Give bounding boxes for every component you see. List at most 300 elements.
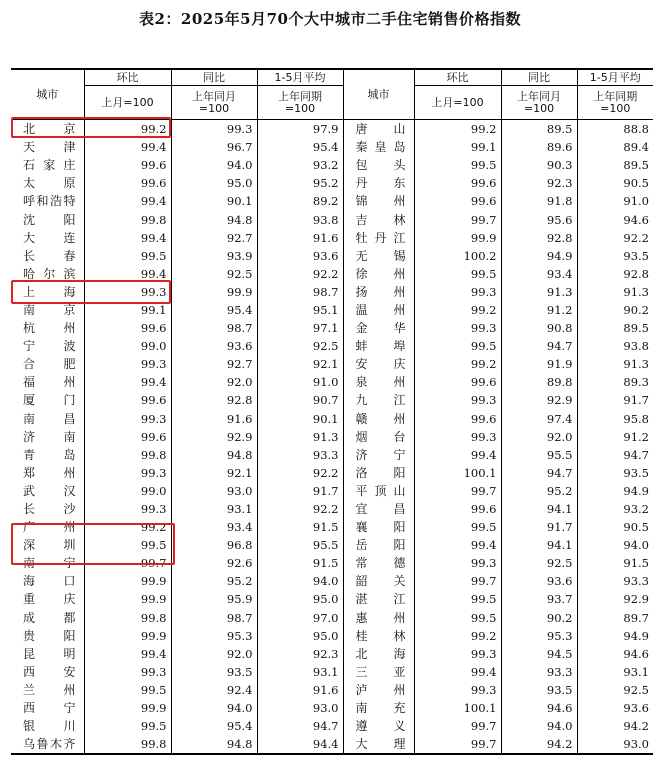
mom-value-right: 99.3 xyxy=(414,391,501,409)
table-row xyxy=(11,373,653,391)
yoy-value-right: 90.3 xyxy=(501,156,577,174)
avg-value-left: 92.2 xyxy=(257,500,343,518)
table-row xyxy=(11,174,653,192)
mom-base-right: 上月=100 xyxy=(414,86,501,120)
city-name-left: 天津 xyxy=(23,140,76,155)
yoy-value-left: 92.4 xyxy=(171,681,257,699)
price-index-table xyxy=(11,68,653,755)
avg-value-right: 91.3 xyxy=(577,355,653,373)
city-name-left: 沈阳 xyxy=(23,212,76,227)
mom-value-right: 99.6 xyxy=(414,410,501,428)
avg-value-left: 95.5 xyxy=(257,536,343,554)
yoy-value-right: 89.8 xyxy=(501,373,577,391)
mom-value-right: 99.2 xyxy=(414,627,501,645)
avg-value-right: 94.7 xyxy=(577,446,653,464)
avg-value-right: 94.6 xyxy=(577,210,653,228)
yoy-value-right: 94.7 xyxy=(501,337,577,355)
avg-value-right: 91.7 xyxy=(577,391,653,409)
city-name-left: 长沙 xyxy=(23,502,76,517)
mom-value-left: 99.0 xyxy=(84,337,171,355)
yoy-value-left: 91.6 xyxy=(171,410,257,428)
mom-value-right: 99.2 xyxy=(414,355,501,373)
city-name-left: 南宁 xyxy=(23,556,76,571)
yoy-value-right: 95.3 xyxy=(501,627,577,645)
city-name-right: 九江 xyxy=(343,391,414,409)
mom-base-left: 上月=100 xyxy=(84,86,171,120)
mom-value-right: 99.7 xyxy=(414,572,501,590)
avg-value-left: 98.7 xyxy=(257,283,343,301)
yoy-value-right: 89.5 xyxy=(501,120,577,139)
mom-value-right: 99.4 xyxy=(414,446,501,464)
city-name-right: 桂林 xyxy=(343,627,414,645)
mom-value-left: 99.9 xyxy=(84,590,171,608)
city-name-right: 烟台 xyxy=(343,428,414,446)
city-header-right: 城市 xyxy=(343,69,414,120)
table-row xyxy=(11,247,653,265)
avg-value-left: 92.5 xyxy=(257,337,343,355)
city-name-right: 岳阳 xyxy=(343,536,414,554)
avg-value-right: 91.0 xyxy=(577,192,653,210)
city-name-right: 扬州 xyxy=(343,283,414,301)
table-row xyxy=(11,337,653,355)
city-name-left: 广州 xyxy=(23,520,76,535)
city-name-left: 重庆 xyxy=(23,592,76,607)
mom-value-left: 99.3 xyxy=(84,500,171,518)
city-name-left: 大连 xyxy=(23,230,76,245)
avg-value-right: 88.8 xyxy=(577,120,653,139)
yoy-value-right: 93.3 xyxy=(501,663,577,681)
avg-value-left: 97.1 xyxy=(257,319,343,337)
city-name-right: 吉林 xyxy=(343,210,414,228)
mom-value-left: 99.9 xyxy=(84,627,171,645)
city-name-right: 徐州 xyxy=(343,265,414,283)
city-name-left: 郑州 xyxy=(23,465,76,480)
mom-value-left: 99.6 xyxy=(84,319,171,337)
avg-value-right: 92.2 xyxy=(577,229,653,247)
avg-value-right: 92.8 xyxy=(577,265,653,283)
mom-value-left: 99.4 xyxy=(84,645,171,663)
yoy-value-right: 93.7 xyxy=(501,590,577,608)
table-row xyxy=(11,627,653,645)
table-row xyxy=(11,717,653,735)
mom-value-right: 99.6 xyxy=(414,192,501,210)
mom-value-right: 99.3 xyxy=(414,645,501,663)
table-row xyxy=(11,391,653,409)
yoy-value-left: 94.8 xyxy=(171,210,257,228)
mom-value-right: 99.7 xyxy=(414,482,501,500)
table-row xyxy=(11,590,653,608)
mom-value-right: 99.6 xyxy=(414,373,501,391)
table-row xyxy=(11,446,653,464)
city-name-left: 贵阳 xyxy=(23,628,76,643)
mom-value-right: 100.1 xyxy=(414,464,501,482)
yoy-value-right: 92.5 xyxy=(501,554,577,572)
avg-value-left: 95.0 xyxy=(257,590,343,608)
yoy-value-right: 92.9 xyxy=(501,391,577,409)
mom-header-left: 环比 xyxy=(84,69,171,86)
mom-value-right: 99.7 xyxy=(414,735,501,754)
yoy-value-left: 92.8 xyxy=(171,391,257,409)
mom-value-left: 99.3 xyxy=(84,663,171,681)
mom-value-left: 99.6 xyxy=(84,428,171,446)
yoy-value-right: 95.5 xyxy=(501,446,577,464)
mom-value-right: 99.5 xyxy=(414,518,501,536)
avg-value-left: 93.2 xyxy=(257,156,343,174)
mom-value-right: 99.9 xyxy=(414,229,501,247)
yoy-value-left: 98.7 xyxy=(171,319,257,337)
yoy-value-right: 95.2 xyxy=(501,482,577,500)
city-name-left: 南京 xyxy=(23,302,76,317)
city-name-right: 泉州 xyxy=(343,373,414,391)
mom-value-left: 99.6 xyxy=(84,156,171,174)
city-name-left: 福州 xyxy=(23,375,76,390)
mom-value-right: 99.3 xyxy=(414,428,501,446)
avg-value-right: 89.4 xyxy=(577,138,653,156)
yoy-value-right: 94.1 xyxy=(501,536,577,554)
city-name-right: 泸州 xyxy=(343,681,414,699)
avg-value-right: 93.2 xyxy=(577,500,653,518)
yoy-value-right: 91.2 xyxy=(501,301,577,319)
city-name-right: 洛阳 xyxy=(343,464,414,482)
yoy-value-left: 95.4 xyxy=(171,301,257,319)
yoy-value-right: 91.8 xyxy=(501,192,577,210)
mom-value-right: 99.4 xyxy=(414,536,501,554)
avg-value-right: 89.5 xyxy=(577,319,653,337)
mom-value-right: 99.2 xyxy=(414,301,501,319)
mom-value-left: 99.8 xyxy=(84,735,171,754)
yoy-value-right: 94.7 xyxy=(501,464,577,482)
avg-value-left: 95.1 xyxy=(257,301,343,319)
yoy-value-right: 93.6 xyxy=(501,572,577,590)
city-name-right: 包头 xyxy=(343,156,414,174)
city-name-right: 韶关 xyxy=(343,572,414,590)
mom-value-left: 99.5 xyxy=(84,717,171,735)
mom-value-right: 99.7 xyxy=(414,717,501,735)
city-name-left: 乌鲁木齐 xyxy=(23,737,76,752)
avg-value-left: 90.7 xyxy=(257,391,343,409)
avg-value-right: 94.9 xyxy=(577,482,653,500)
avg-value-right: 91.2 xyxy=(577,428,653,446)
city-name-right: 唐山 xyxy=(343,120,414,139)
mom-value-left: 99.6 xyxy=(84,174,171,192)
highlight-box-shanghai xyxy=(11,280,171,304)
city-name-left: 呼和浩特 xyxy=(23,194,76,209)
city-name-left: 北京 xyxy=(23,122,76,137)
table-row xyxy=(11,156,653,174)
table-row xyxy=(11,192,653,210)
mom-value-left: 99.5 xyxy=(84,247,171,265)
mom-value-left: 99.1 xyxy=(84,301,171,319)
table-row xyxy=(11,482,653,500)
avg-value-left: 92.3 xyxy=(257,645,343,663)
mom-value-right: 99.7 xyxy=(414,210,501,228)
city-name-left: 昆明 xyxy=(23,646,76,661)
yoy-value-left: 93.9 xyxy=(171,247,257,265)
city-name-right: 温州 xyxy=(343,301,414,319)
city-name-left: 武汉 xyxy=(23,483,76,498)
table-row xyxy=(11,645,653,663)
yoy-value-right: 94.9 xyxy=(501,247,577,265)
avg-value-right: 91.3 xyxy=(577,283,653,301)
avg-value-right: 89.5 xyxy=(577,156,653,174)
avg-value-left: 91.6 xyxy=(257,229,343,247)
avg-value-right: 93.3 xyxy=(577,572,653,590)
city-header-left: 城市 xyxy=(11,69,84,120)
avg-value-right: 92.9 xyxy=(577,590,653,608)
avg-value-left: 93.3 xyxy=(257,446,343,464)
city-name-left: 石家庄 xyxy=(23,158,76,173)
table-row xyxy=(11,699,653,717)
mom-value-right: 99.5 xyxy=(414,590,501,608)
mom-value-left: 99.6 xyxy=(84,391,171,409)
yoy-value-left: 92.0 xyxy=(171,373,257,391)
yoy-value-left: 93.5 xyxy=(171,663,257,681)
avg-value-left: 92.2 xyxy=(257,265,343,283)
mom-value-left: 99.7 xyxy=(84,554,171,572)
avg-value-left: 95.0 xyxy=(257,627,343,645)
yoy-value-left: 95.4 xyxy=(171,717,257,735)
avg-value-right: 94.6 xyxy=(577,645,653,663)
avg-value-left: 97.9 xyxy=(257,120,343,139)
mom-value-left: 99.3 xyxy=(84,283,171,301)
yoy-value-left: 99.9 xyxy=(171,283,257,301)
yoy-value-left: 93.4 xyxy=(171,518,257,536)
yoy-value-left: 94.0 xyxy=(171,699,257,717)
avg-value-left: 94.4 xyxy=(257,735,343,754)
mom-value-right: 99.1 xyxy=(414,138,501,156)
table-row xyxy=(11,229,653,247)
table-row xyxy=(11,355,653,373)
mom-value-left: 99.3 xyxy=(84,410,171,428)
yoy-value-right: 97.4 xyxy=(501,410,577,428)
city-name-left: 哈尔滨 xyxy=(23,266,76,281)
mom-value-left: 99.4 xyxy=(84,265,171,283)
mom-value-right: 99.5 xyxy=(414,609,501,627)
city-name-right: 宜昌 xyxy=(343,500,414,518)
avg-value-left: 91.5 xyxy=(257,518,343,536)
yoy-value-left: 93.6 xyxy=(171,337,257,355)
avg-value-right: 93.6 xyxy=(577,699,653,717)
avg-value-left: 91.3 xyxy=(257,428,343,446)
city-name-right: 赣州 xyxy=(343,410,414,428)
table-row xyxy=(11,464,653,482)
city-name-left: 西安 xyxy=(23,664,76,679)
yoy-base-left: 上年同月 =100 xyxy=(171,86,257,120)
yoy-value-right: 93.4 xyxy=(501,265,577,283)
city-name-right: 大理 xyxy=(343,735,414,754)
yoy-value-left: 95.0 xyxy=(171,174,257,192)
city-name-left: 合肥 xyxy=(23,357,76,372)
city-name-right: 锦州 xyxy=(343,192,414,210)
mom-value-left: 99.9 xyxy=(84,699,171,717)
avg-value-right: 89.7 xyxy=(577,609,653,627)
city-name-right: 秦皇岛 xyxy=(343,138,414,156)
avg-value-left: 95.4 xyxy=(257,138,343,156)
yoy-value-right: 94.1 xyxy=(501,500,577,518)
city-name-left: 杭州 xyxy=(23,321,76,336)
yoy-value-right: 94.2 xyxy=(501,735,577,754)
avg-value-right: 91.5 xyxy=(577,554,653,572)
yoy-value-right: 90.2 xyxy=(501,609,577,627)
avg-value-right: 93.8 xyxy=(577,337,653,355)
table-row xyxy=(11,319,653,337)
mom-value-left: 99.4 xyxy=(84,373,171,391)
mom-value-left: 99.3 xyxy=(84,464,171,482)
yoy-header-right: 同比 xyxy=(501,69,577,86)
avg-value-right: 92.5 xyxy=(577,681,653,699)
city-name-left: 南昌 xyxy=(23,411,76,426)
yoy-value-left: 92.5 xyxy=(171,265,257,283)
avg-value-left: 94.0 xyxy=(257,572,343,590)
avg-value-left: 92.1 xyxy=(257,355,343,373)
mom-value-right: 100.1 xyxy=(414,699,501,717)
avg-value-right: 93.5 xyxy=(577,247,653,265)
yoy-header-left: 同比 xyxy=(171,69,257,86)
avg-header-right: 1-5月平均 xyxy=(577,69,653,86)
avg-value-left: 93.6 xyxy=(257,247,343,265)
avg-value-left: 91.7 xyxy=(257,482,343,500)
yoy-value-right: 93.5 xyxy=(501,681,577,699)
avg-value-right: 93.5 xyxy=(577,464,653,482)
mom-header-right: 环比 xyxy=(414,69,501,86)
yoy-value-left: 95.3 xyxy=(171,627,257,645)
yoy-value-left: 92.9 xyxy=(171,428,257,446)
page-title: 表2：2025年5月70个大中城市二手住宅销售价格指数 xyxy=(139,10,521,28)
avg-value-left: 90.1 xyxy=(257,410,343,428)
mom-value-right: 99.3 xyxy=(414,319,501,337)
city-name-left: 济南 xyxy=(23,429,76,444)
mom-value-right: 99.2 xyxy=(414,120,501,139)
city-name-right: 湛江 xyxy=(343,590,414,608)
yoy-value-left: 95.9 xyxy=(171,590,257,608)
avg-value-left: 93.0 xyxy=(257,699,343,717)
city-name-right: 南充 xyxy=(343,699,414,717)
city-name-right: 济宁 xyxy=(343,446,414,464)
yoy-value-left: 90.1 xyxy=(171,192,257,210)
city-name-right: 三亚 xyxy=(343,663,414,681)
mom-value-right: 99.3 xyxy=(414,283,501,301)
city-name-left: 青岛 xyxy=(23,447,76,462)
yoy-value-left: 98.7 xyxy=(171,609,257,627)
yoy-value-right: 92.8 xyxy=(501,229,577,247)
mom-value-right: 99.6 xyxy=(414,500,501,518)
avg-value-right: 93.0 xyxy=(577,735,653,754)
mom-value-left: 99.8 xyxy=(84,446,171,464)
yoy-value-right: 92.0 xyxy=(501,428,577,446)
avg-value-left: 91.5 xyxy=(257,554,343,572)
table-row xyxy=(11,663,653,681)
city-name-right: 无锡 xyxy=(343,247,414,265)
city-name-left: 太原 xyxy=(23,176,76,191)
city-name-left: 西宁 xyxy=(23,701,76,716)
table-body xyxy=(11,120,653,755)
avg-value-left: 93.1 xyxy=(257,663,343,681)
highlight-box-guangzhou-shenzhen xyxy=(11,523,175,565)
city-name-left: 厦门 xyxy=(23,393,76,408)
avg-value-right: 94.9 xyxy=(577,627,653,645)
avg-value-left: 97.0 xyxy=(257,609,343,627)
city-name-left: 长春 xyxy=(23,248,76,263)
city-name-right: 安庆 xyxy=(343,355,414,373)
yoy-value-left: 96.8 xyxy=(171,536,257,554)
table-row xyxy=(11,410,653,428)
city-name-right: 金华 xyxy=(343,319,414,337)
mom-value-right: 99.4 xyxy=(414,663,501,681)
yoy-value-right: 94.5 xyxy=(501,645,577,663)
mom-value-left: 99.9 xyxy=(84,572,171,590)
yoy-value-left: 92.7 xyxy=(171,229,257,247)
city-name-left: 兰州 xyxy=(23,682,76,697)
avg-value-left: 95.2 xyxy=(257,174,343,192)
yoy-value-left: 92.6 xyxy=(171,554,257,572)
yoy-base-right: 上年同月 =100 xyxy=(501,86,577,120)
mom-value-left: 99.5 xyxy=(84,681,171,699)
yoy-value-right: 95.6 xyxy=(501,210,577,228)
table-row xyxy=(11,609,653,627)
avg-base-right: 上年同期 =100 xyxy=(577,86,653,120)
avg-value-left: 91.0 xyxy=(257,373,343,391)
city-name-right: 遵义 xyxy=(343,717,414,735)
avg-value-right: 94.2 xyxy=(577,717,653,735)
table-row xyxy=(11,210,653,228)
avg-value-left: 94.7 xyxy=(257,717,343,735)
avg-value-left: 93.8 xyxy=(257,210,343,228)
city-name-right: 常德 xyxy=(343,554,414,572)
mom-value-right: 99.6 xyxy=(414,174,501,192)
avg-value-left: 91.6 xyxy=(257,681,343,699)
mom-value-left: 99.5 xyxy=(84,536,171,554)
yoy-value-right: 94.6 xyxy=(501,699,577,717)
city-name-right: 惠州 xyxy=(343,609,414,627)
city-name-right: 蚌埠 xyxy=(343,337,414,355)
mom-value-right: 99.5 xyxy=(414,337,501,355)
city-name-right: 北海 xyxy=(343,645,414,663)
mom-value-right: 99.5 xyxy=(414,265,501,283)
mom-value-left: 99.8 xyxy=(84,609,171,627)
avg-value-right: 89.3 xyxy=(577,373,653,391)
highlight-box-beijing xyxy=(11,117,171,138)
avg-value-left: 89.2 xyxy=(257,192,343,210)
mom-value-left: 99.3 xyxy=(84,355,171,373)
yoy-value-left: 96.7 xyxy=(171,138,257,156)
mom-value-left: 99.2 xyxy=(84,120,171,139)
yoy-value-left: 95.2 xyxy=(171,572,257,590)
table-row xyxy=(11,500,653,518)
yoy-value-left: 93.0 xyxy=(171,482,257,500)
city-name-right: 襄阳 xyxy=(343,518,414,536)
table-row xyxy=(11,681,653,699)
yoy-value-left: 94.8 xyxy=(171,735,257,754)
yoy-value-right: 94.0 xyxy=(501,717,577,735)
city-name-left: 深圳 xyxy=(23,538,76,553)
yoy-value-right: 90.8 xyxy=(501,319,577,337)
yoy-value-right: 91.9 xyxy=(501,355,577,373)
city-name-left: 上海 xyxy=(23,284,76,299)
mom-value-right: 99.3 xyxy=(414,681,501,699)
avg-value-right: 90.5 xyxy=(577,174,653,192)
yoy-value-left: 93.1 xyxy=(171,500,257,518)
mom-value-right: 99.5 xyxy=(414,156,501,174)
yoy-value-left: 99.3 xyxy=(171,120,257,139)
mom-value-left: 99.4 xyxy=(84,138,171,156)
avg-value-right: 94.0 xyxy=(577,536,653,554)
yoy-value-right: 91.3 xyxy=(501,283,577,301)
avg-value-left: 92.2 xyxy=(257,464,343,482)
mom-value-left: 99.2 xyxy=(84,518,171,536)
city-name-right: 丹东 xyxy=(343,174,414,192)
city-name-left: 成都 xyxy=(23,610,76,625)
avg-value-right: 90.5 xyxy=(577,518,653,536)
